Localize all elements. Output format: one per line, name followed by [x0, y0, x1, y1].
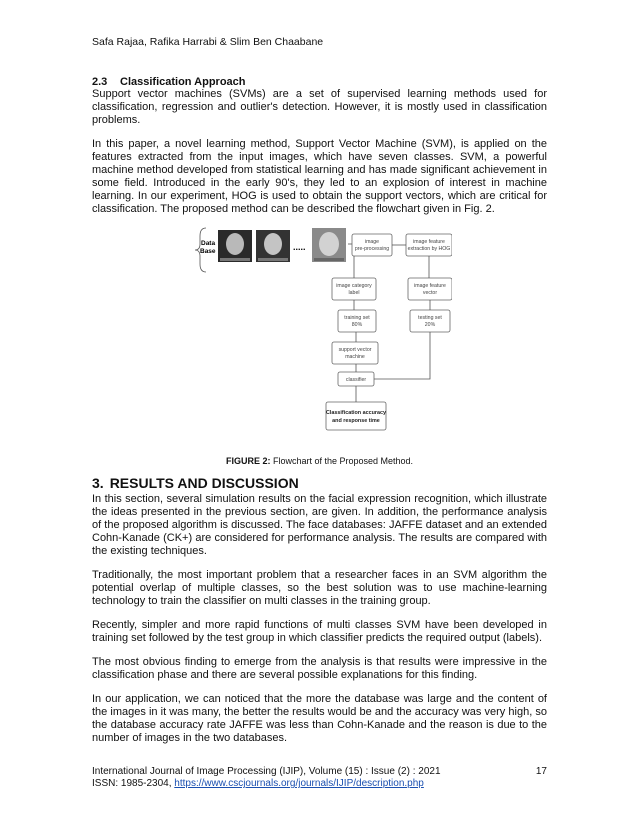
node-svm-text-1: support vector: [338, 347, 372, 353]
node-preprocessing-text-1: image: [364, 239, 380, 245]
section-title: RESULTS AND DISCUSSION: [109, 475, 299, 491]
paragraph: The most obvious finding to emerge from the analysis is that results were impressive in the classification phase and there are several possible explanations for this finding.: [92, 656, 547, 681]
database-label-2: Base: [200, 248, 216, 255]
node-training-text-2: 80%: [351, 322, 363, 328]
paragraph: Support vector machines (SVMs) are a set of supervised learning methods used for classification, regression and outlier's detection. However, it is mostly used in classification problems.: [92, 88, 547, 126]
section-heading: [92, 76, 547, 88]
node-training-box: [338, 310, 376, 332]
node-classifier-text: classifier: [345, 377, 367, 383]
node-preprocessing-text-2: pre-processing: [354, 246, 390, 252]
paragraph: Traditionally, the most important problem that a researcher faces in an SVM algorithm the potential overlap of multiple classes, so the best solution was to use machine-learning technology to train the classifier on multi classes in the training group.: [92, 569, 547, 607]
section-title: Classification Approach: [120, 76, 246, 88]
paragraph: Recently, simpler and more rapid functions of multi classes SVM have been developed in training set followed by the test group in which classifier predicts the required output (labels).: [92, 619, 547, 644]
node-feature-vector-box: [408, 278, 452, 300]
section-number: 3.: [92, 475, 104, 491]
node-testing-box: [410, 310, 450, 332]
page-number: 17: [535, 766, 547, 777]
node-preprocessing-box: [352, 234, 392, 256]
node-feature-vector-text-2: vector: [422, 290, 438, 296]
page-footer: [92, 766, 547, 790]
issn-text: ISSN: 1985-2304,: [92, 778, 175, 789]
figure-caption: [92, 456, 547, 466]
node-hog-box: [406, 234, 452, 256]
node-result-text-1: Classification accuracy: [326, 410, 386, 416]
caption-label: FIGURE 2:: [225, 456, 271, 466]
face-thumbnail-1: [218, 230, 252, 262]
journal-citation: International Journal of Image Processing (IJIP), Volume (15) : Issue (2) : 2021: [92, 766, 441, 777]
face-thumbnail-2: [256, 230, 290, 262]
node-hog-text-1: image feature: [413, 239, 445, 245]
node-svm-box: [332, 342, 378, 364]
node-result-text-2: and response time: [332, 418, 380, 424]
ellipsis-dots: .....: [293, 242, 306, 252]
node-category-text-2: label: [348, 290, 360, 296]
node-testing-text-1: testing set: [418, 315, 442, 321]
flowchart-figure: [192, 222, 452, 447]
journal-link[interactable]: https://www.cscjournals.org/journals/IJIP/description.php: [174, 778, 424, 789]
node-svm-text-2: machine: [345, 354, 365, 360]
node-category-box: [332, 278, 376, 300]
paragraph: In this paper, a novel learning method, Support Vector Machine (SVM), is applied on the features extracted from the input images, which have seven classes. SVM, a powerful machine method developed from statistical learning and has made significant achievement in some field. Introduced in the early 90's, they led to an explosion of interest in machine learning. In our experiment, HOG is used to obtain the support vectors, which are critical for classification. The proposed method can be described the flowchart given in Fig. 2.: [92, 138, 547, 215]
node-hog-text-2: extraction by HOG: [407, 246, 451, 252]
database-label-1: Data: [201, 240, 216, 247]
node-feature-vector-text-1: image feature: [414, 283, 446, 289]
node-training-text-1: training set: [344, 315, 370, 321]
face-thumbnail-3: [312, 228, 346, 262]
running-header: Safa Rajaa, Rafika Harrabi & Slim Ben Chaabane: [92, 36, 324, 48]
paragraph: In this section, several simulation results on the facial expression recognition, which illustrate the ideas presented in the previous section, are given. In addition, the performance analysis of the proposed algorithm is discussed. The face databases: JAFFE dataset and an extended Cohn-Kanade (CK+) are considered for performance analysis. The results are compared with the existing techniques.: [92, 493, 547, 557]
flowchart-svg: [192, 222, 452, 447]
node-result-box: [326, 402, 386, 430]
issn-line: [92, 778, 547, 790]
section-number: 2.3: [92, 76, 108, 88]
caption-text: Flowchart of the Proposed Method.: [270, 456, 414, 466]
section-heading: [92, 475, 547, 491]
section-3: [92, 475, 547, 745]
node-category-text-1: image category: [336, 283, 372, 289]
paragraph: In our application, we can noticed that the more the database was large and the content of the images in it was many, the better the results would be and the accuracy was very high, so the database accuracy rate JAFFE was less than Cohn-Kanade and the reason is due to the number of images in the two databases.: [92, 693, 547, 744]
section-2-3: [92, 76, 547, 216]
node-testing-text-2: 20%: [424, 322, 436, 328]
